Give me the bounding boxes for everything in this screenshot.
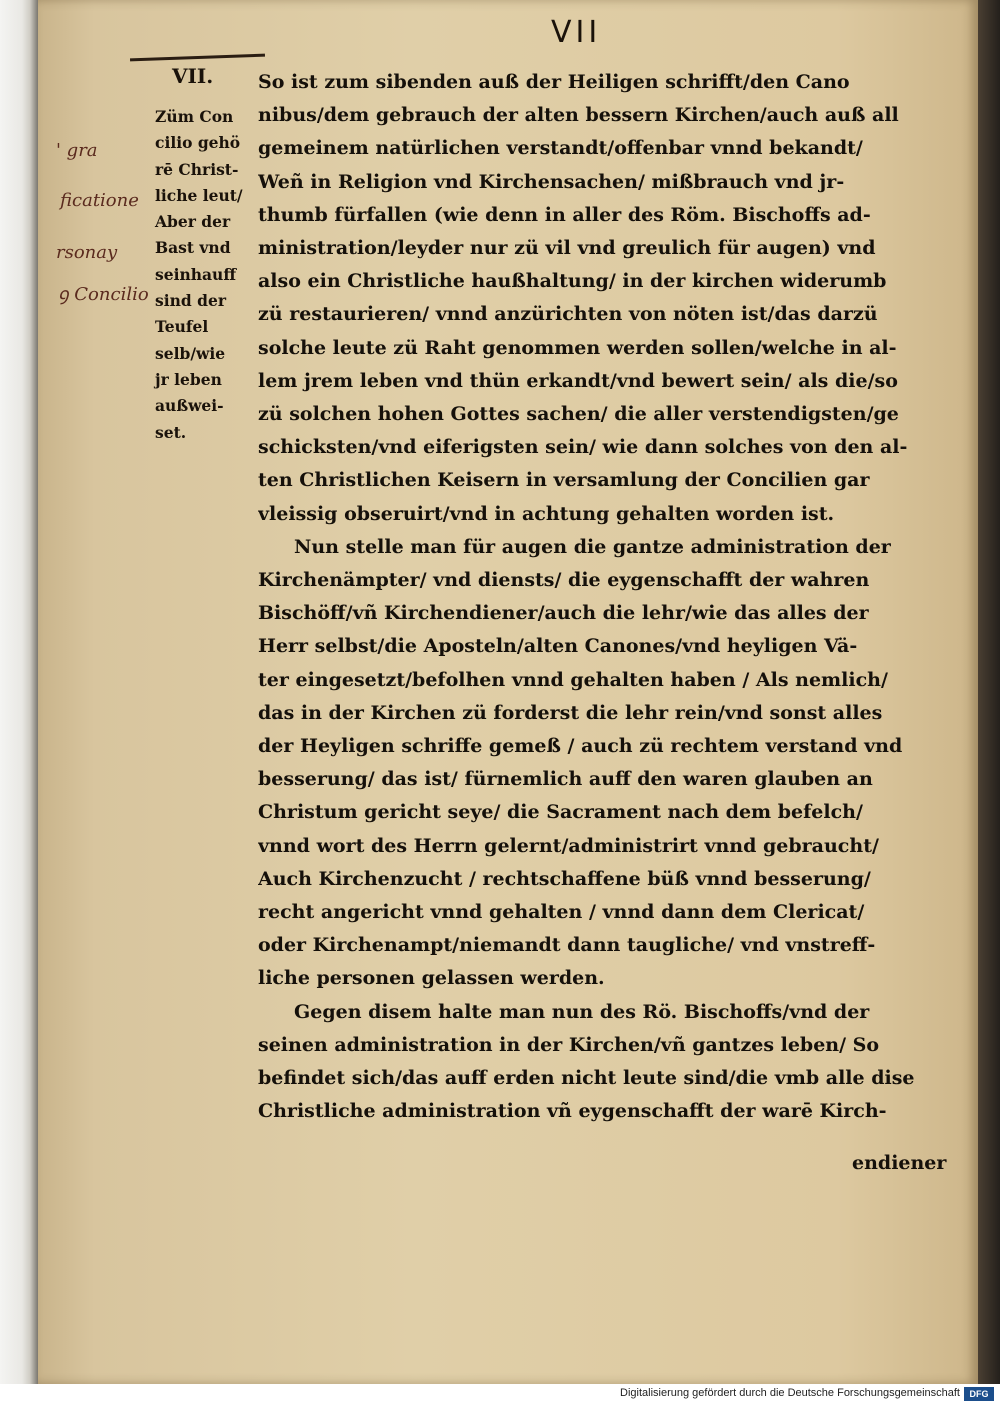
text-line: liche personen gelassen werden.: [258, 967, 605, 990]
text-line: ministration/leyder nur zü vil vnd greulich für augen) vnd: [258, 237, 876, 260]
catchword: endiener: [852, 1152, 947, 1174]
text-line: der Heyligen schriffe gemeß / auch zü rechtem verstand vnd: [258, 735, 903, 758]
text-line: befindet sich/das auff erden nicht leute sind/die vmb alle dise: [258, 1067, 915, 1090]
text-line: Kirchenämpter/ vnd diensts/ die eygenschafft der wahren: [258, 569, 870, 592]
text-line: seinen administration in der Kirchen/vñ gantzes leben/ So: [258, 1033, 880, 1056]
text-line: solche leute zü Raht genommen werden sollen/welche in al-: [258, 336, 897, 359]
text-line: lem jrem leben vnd thün erkandt/vnd bewert sein/ als die/so: [258, 369, 898, 392]
margin-gloss: [155, 104, 265, 446]
text-line: also ein Christliche haußhaltung/ in der kirchen widerumb: [258, 270, 887, 293]
gloss-line: außwei-: [155, 396, 224, 416]
handwritten-note: rsonay: [56, 242, 118, 263]
text-line: thumb fürfallen (wie denn in aller des Röm. Bischoffs ad-: [258, 203, 871, 226]
page-gutter-shadow: [978, 0, 1000, 1384]
footer-credit: Digitalisierung gefördert durch die Deutsche Forschungsgemeinschaft: [620, 1387, 960, 1399]
text-line: Bischöff/vñ Kirchendiener/auch die lehr/wie das alles der: [258, 602, 869, 625]
text-line: nibus/dem gebrauch der alten bessern Kirchen/auch auß all: [258, 104, 899, 127]
gloss-line: cilio gehö: [155, 133, 241, 153]
gloss-line: Züm Con: [155, 107, 234, 126]
text-line: schicksten/vnd eiferigsten sein/ wie dann solches von den al-: [258, 436, 908, 459]
text-line: Nun stelle man für augen die gantze administration der: [294, 535, 891, 558]
handwritten-note: ficatione: [60, 190, 139, 211]
gloss-line: liche leut/: [155, 185, 243, 205]
handwritten-note: ' gra: [56, 140, 98, 161]
text-line: zü restaurieren/ vnnd anzürichten von nöten ist/das darzü: [258, 303, 878, 326]
text-line: Auch Kirchenzucht / rechtschaffene büß vnnd besserung/: [258, 867, 871, 890]
dfg-logo-icon: DFG: [964, 1387, 994, 1401]
gloss-line: sind der: [155, 291, 226, 311]
gloss-line: Bast vnd: [155, 238, 231, 258]
adjacent-page-edge: [0, 0, 38, 1384]
margin-section-number: VII.: [172, 64, 214, 88]
gloss-line: Teufel: [155, 317, 209, 337]
text-line: So ist zum sibenden auß der Heiligen schrifft/den Cano: [258, 71, 850, 93]
text-line: recht angericht vnnd gehalten / vnnd dann dem Clericat/: [258, 901, 865, 924]
footer-bar: [0, 1384, 1000, 1404]
page-number: VII: [551, 15, 602, 50]
text-line: oder Kirchenampt/niemandt dann taugliche/ vnd vnstreff-: [258, 934, 876, 957]
text-line: ter eingesetzt/befolhen vnnd gehalten haben / Als nemlich/: [258, 668, 888, 691]
gloss-line: selb/wie: [155, 343, 226, 363]
text-line: gemeinem natürlichen verstandt/offenbar vnnd bekandt/: [258, 137, 863, 160]
text-line: Gegen disem halte man nun des Rö. Bischoffs/vnd der: [294, 1000, 870, 1023]
text-line: Christliche administration vñ eygenschafft der warē Kirch-: [258, 1100, 887, 1123]
gloss-line: jr leben: [155, 369, 222, 389]
text-line: zü solchen hohen Gottes sachen/ die aller verstendigsten/ge: [258, 403, 899, 426]
gloss-line: set.: [155, 422, 187, 442]
text-line: Christum gericht seye/ die Sacrament nach dem befelch/: [258, 801, 863, 824]
handwritten-note: ꝯ Concilio: [58, 284, 149, 305]
gloss-line: Aber der: [155, 212, 231, 232]
text-line: Herr selbst/die Aposteln/alten Canones/vnd heyligen Vä-: [258, 635, 858, 658]
text-line: besserung/ das ist/ fürnemlich auff den waren glauben an: [258, 768, 873, 791]
text-line: das in der Kirchen zü forderst die lehr rein/vnd sonst alles: [258, 701, 883, 724]
gloss-line: seinhauff: [155, 264, 237, 284]
text-line: vleissig obseruirt/vnd in achtung gehalten worden ist.: [258, 502, 835, 525]
text-line: ten Christlichen Keisern in versamlung der Concilien gar: [258, 469, 870, 492]
body-text: [258, 66, 938, 1129]
text-line: vnnd wort des Herrn gelernt/administrirt vnnd gebraucht/: [258, 834, 879, 857]
gloss-line: rē Christ-: [155, 159, 239, 179]
text-line: Weñ in Religion vnd Kirchensachen/ mißbrauch vnd jr-: [258, 170, 845, 193]
